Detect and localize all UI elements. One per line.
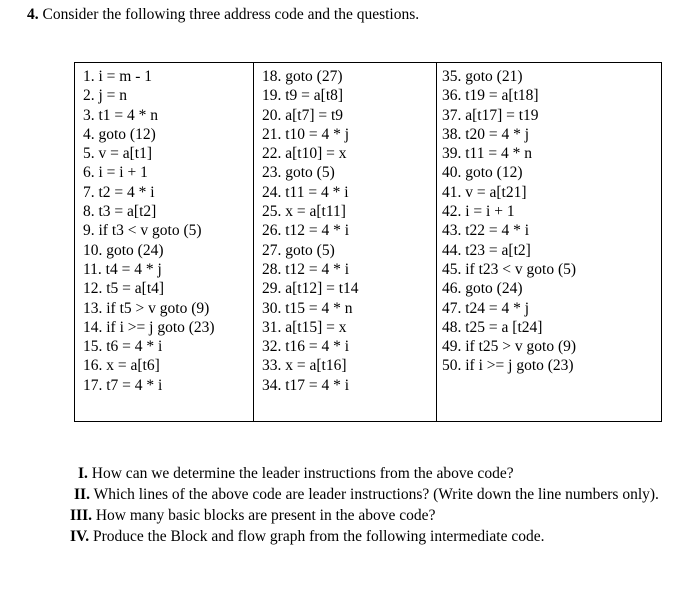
code-line: 23. goto (5) [262, 164, 335, 182]
code-column-1 [75, 63, 253, 421]
code-line: 2. j = n [83, 87, 128, 105]
code-line: 28. t12 = 4 * i [262, 260, 350, 278]
sub-question-text: How can we determine the leader instructions from the above code? [91, 465, 514, 482]
code-line: 33. x = a[t16] [262, 357, 347, 375]
code-line: 34. t17 = 4 * i [262, 376, 350, 394]
code-line: 44. t23 = a[t2] [442, 241, 531, 259]
code-line: 41. v = a[t21] [442, 183, 527, 201]
code-line: 37. a[t17] = t19 [442, 106, 539, 124]
sub-question-numeral: I. [78, 465, 88, 482]
code-line: 10. goto (24) [83, 241, 164, 259]
question-heading [27, 6, 419, 24]
code-line: 12. t5 = a[t4] [83, 280, 165, 298]
sub-question-2 [74, 486, 659, 504]
question-number: 4. [27, 6, 39, 23]
code-line: 24. t11 = 4 * i [262, 183, 349, 201]
code-line: 6. i = i + 1 [83, 164, 148, 182]
code-column-3 [436, 63, 661, 421]
code-line: 8. t3 = a[t2] [83, 203, 157, 221]
code-line: 26. t12 = 4 * i [262, 222, 350, 240]
code-line: 30. t15 = 4 * n [262, 299, 353, 317]
code-line: 25. x = a[t11] [262, 203, 346, 221]
code-line: 17. t7 = 4 * i [83, 376, 163, 394]
code-line: 31. a[t15] = x [262, 318, 347, 336]
code-line: 42. i = i + 1 [442, 203, 515, 221]
code-line: 22. a[t10] = x [262, 145, 347, 163]
code-table [74, 62, 662, 422]
code-line: 43. t22 = 4 * i [442, 222, 530, 240]
sub-question-numeral: IV. [70, 528, 90, 545]
sub-question-numeral: II. [74, 486, 90, 503]
code-line: 19. t9 = a[t8] [262, 87, 344, 105]
code-column-2 [253, 63, 436, 421]
code-line: 27. goto (5) [262, 241, 335, 259]
code-line: 7. t2 = 4 * i [83, 183, 155, 201]
code-line: 35. goto (21) [442, 68, 523, 85]
code-line: 15. t6 = 4 * i [83, 338, 163, 356]
code-line: 39. t11 = 4 * n [442, 145, 532, 163]
code-line: 4. goto (12) [83, 125, 156, 143]
sub-question-3 [70, 507, 435, 525]
sub-question-1 [78, 465, 514, 483]
sub-question-text: Produce the Block and flow graph from the following intermediate code. [92, 528, 545, 545]
code-line: 49. if t25 > v goto (9) [442, 338, 577, 356]
sub-question-numeral: III. [70, 507, 92, 524]
code-line: 20. a[t7] = t9 [262, 106, 344, 124]
sub-question-text: How many basic blocks are present in the above code? [95, 507, 436, 524]
code-line: 46. goto (24) [442, 280, 523, 298]
code-line: 48. t25 = a [t24] [442, 318, 543, 336]
code-line: 9. if t3 < v goto (5) [83, 222, 202, 240]
code-line: 18. goto (27) [262, 68, 343, 85]
code-line: 36. t19 = a[t18] [442, 87, 539, 105]
code-line: 13. if t5 > v goto (9) [83, 299, 210, 317]
code-line: 50. if i >= j goto (23) [442, 357, 574, 375]
code-line: 38. t20 = 4 * j [442, 125, 530, 143]
code-line: 21. t10 = 4 * j [262, 125, 350, 143]
code-line: 5. v = a[t1] [83, 145, 153, 163]
code-line: 40. goto (12) [442, 164, 523, 182]
code-line: 3. t1 = 4 * n [83, 106, 159, 124]
sub-question-text: Which lines of the above code are leader instructions? (Write down the line numbers only). [93, 486, 659, 503]
code-line: 1. i = m - 1 [83, 68, 153, 85]
code-line: 14. if i >= j goto (23) [83, 318, 215, 336]
question-text: Consider the following three address code and the questions. [42, 6, 420, 23]
code-line: 16. x = a[t6] [83, 357, 160, 375]
code-line: 32. t16 = 4 * i [262, 338, 350, 356]
sub-question-4 [70, 528, 545, 546]
code-line: 47. t24 = 4 * j [442, 299, 530, 317]
code-line: 29. a[t12] = t14 [262, 280, 359, 298]
code-line: 11. t4 = 4 * j [83, 260, 162, 278]
code-line: 45. if t23 < v goto (5) [442, 260, 577, 278]
